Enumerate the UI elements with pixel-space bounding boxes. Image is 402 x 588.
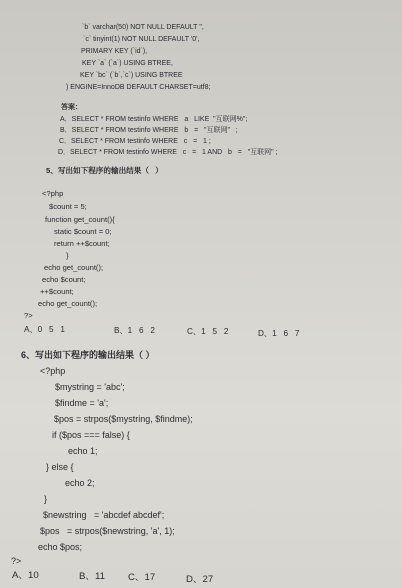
q5-code-line: ++$count; — [40, 287, 74, 296]
q5-option-b: B、1 6 2 — [114, 326, 155, 335]
q5-code-line: <?php — [42, 189, 64, 198]
q6-code-line: $newstring = 'abcdef abcdef'; — [43, 510, 165, 520]
q5-code-line: echo get_count(); — [38, 299, 98, 308]
q6-code-line: $pos = strpos($mystring, $findme); — [54, 414, 193, 424]
q6-code-line: $mystring = 'abc'; — [55, 382, 125, 392]
q6-option-c: C、17 — [128, 572, 156, 583]
sql-line: ) ENGINE=InnoDB DEFAULT CHARSET=utf8; — [66, 84, 211, 91]
q6-option-d: D、27 — [186, 574, 214, 585]
q6-code-line: $findme = 'a'; — [55, 398, 109, 408]
q5-code-line: return ++$count; — [54, 239, 110, 248]
q5-option-a: A、0 5 1 — [24, 325, 65, 334]
q5-code-line: } — [66, 251, 69, 260]
q6-option-a: A、10 — [12, 570, 39, 581]
q6-code-line: } else { — [46, 462, 74, 472]
q6-option-b: B、11 — [79, 571, 105, 582]
sql-line: `b` varchar(50) NOT NULL DEFAULT '', — [82, 24, 204, 31]
sql-line: PRIMARY KEY (`id`), — [81, 48, 148, 55]
q6-code-line: echo 2; — [65, 478, 95, 488]
answer-label: 答案： — [61, 104, 82, 111]
q5-option-c: C、1 5 2 — [187, 327, 229, 336]
q5-code-line: $count = 5; — [49, 202, 87, 211]
answer-option-a: A．SELECT * FROM testinfo WHERE a LIKE "互联网%"; — [60, 116, 248, 123]
question-6-title: 6、写出如下程序的输出结果（ ） — [21, 350, 155, 360]
q5-code-line: function get_count(){ — [45, 215, 115, 224]
q5-code-line: ?> — [24, 311, 33, 320]
answer-option-d: D．SELECT * FROM testinfo WHERE c = 1 AND b = "互联网" ; — [58, 149, 278, 156]
q5-option-d: D、1 6 7 — [258, 329, 300, 338]
q6-code-line: ?> — [11, 556, 22, 566]
q6-code-line: $pos = strpos($newstring, 'a', 1); — [40, 526, 175, 536]
q5-code-line: static $count = 0; — [54, 227, 112, 236]
sql-line: KEY `bc` (`b`,`c`) USING BTREE — [80, 72, 183, 79]
sql-line: `c` tinyint(1) NOT NULL DEFAULT '0', — [83, 36, 200, 43]
q6-code-line: if ($pos === false) { — [52, 430, 130, 440]
sql-line: KEY `a` (`a`) USING BTREE, — [82, 60, 173, 67]
answer-option-b: B．SELECT * FROM testinfo WHERE b = "互联网" ; — [60, 127, 238, 134]
q6-code-line: <?php — [40, 366, 66, 376]
answer-option-c: C．SELECT * FROM testinfo WHERE c = 1 ; — [59, 138, 211, 145]
q6-code-line: echo 1; — [68, 446, 98, 456]
q6-code-line: echo $pos; — [38, 542, 83, 552]
q6-code-line: } — [44, 494, 48, 504]
q5-code-line: echo $count; — [42, 275, 86, 284]
question-5-title: 5、写出如下程序的输出结果（ ） — [46, 166, 163, 175]
q5-code-line: echo get_count(); — [44, 263, 104, 272]
